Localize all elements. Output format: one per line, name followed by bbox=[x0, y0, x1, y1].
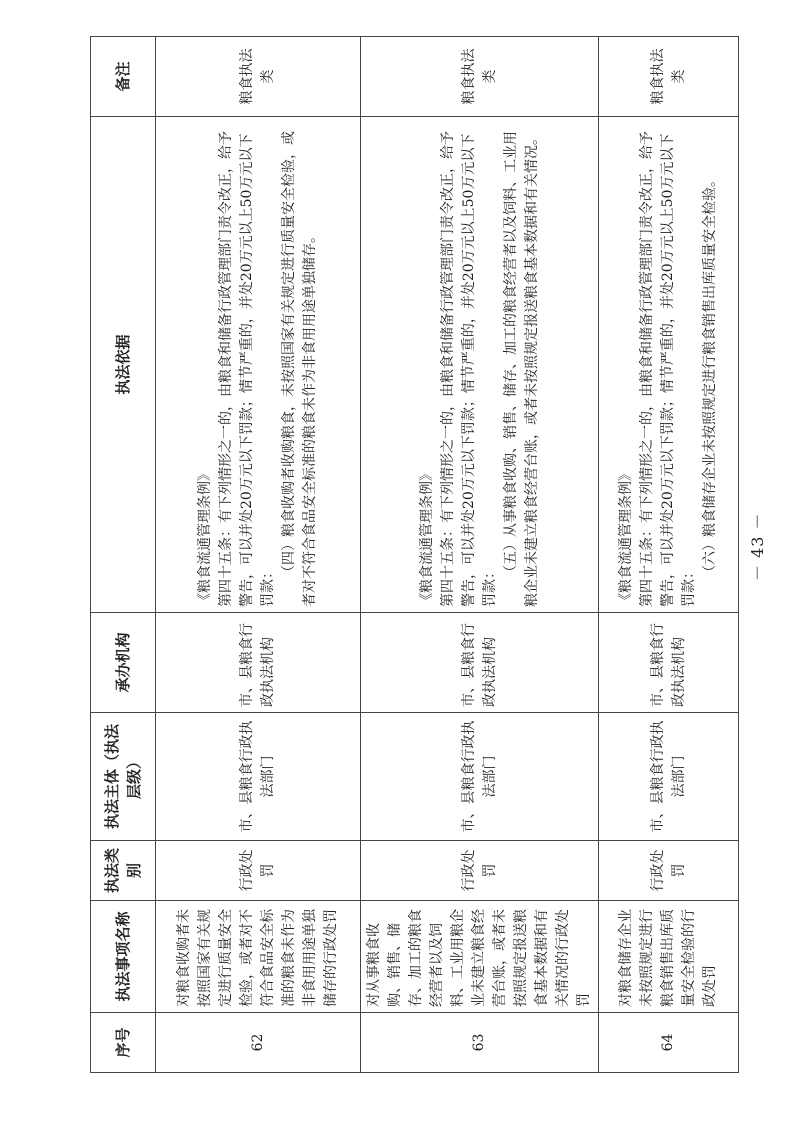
header-item: 执法事项名称 bbox=[91, 901, 156, 1013]
page-number: － 43 － bbox=[748, 512, 767, 581]
basis-line: 《粮食流通管理条例》 bbox=[197, 467, 213, 607]
table-row bbox=[599, 37, 739, 1073]
basis-line: 《粮食流通管理条例》 bbox=[418, 467, 435, 607]
cell-note: 粮食执法类 bbox=[156, 37, 361, 117]
basis-line: （六）粮食储存企业未按照规定进行粮食销售出库质量安全检验。 bbox=[702, 173, 718, 579]
cell-category: 行政处罚 bbox=[361, 841, 599, 901]
header-no: 序号 bbox=[91, 1013, 156, 1073]
basis-line: 第四十五条：有下列情形之一的，由粮食和储备行政管理部门责令改正，给予警告，可以并处20万元以下罚款；情节严重的，并处20万元以上50万元以下罚款： bbox=[218, 131, 276, 607]
cell-item: 对粮食收购者未按照国家有关规定进行质量安全检验，或者对不符合食品安全标准的粮食未作为非食用用途单独储存的行政处罚 bbox=[156, 901, 361, 1013]
header-agency: 承办机构 bbox=[91, 613, 156, 713]
cell-basis bbox=[361, 117, 599, 613]
cell-basis bbox=[599, 117, 739, 613]
cell-category: 行政处罚 bbox=[599, 841, 739, 901]
cell-no: 63 bbox=[361, 1013, 599, 1073]
basis-line: 第四十五条：有下列情形之一的，由粮食和储备行政管理部门责令改正，给予警告，可以并处20万元以下罚款；情节严重的，并处20万元以上50万元以下罚款： bbox=[639, 131, 697, 607]
cell-subject: 市、县粮食行政执法部门 bbox=[361, 713, 599, 841]
basis-line: （五）从事粮食收购、销售、储存、加工的粮食经营者以及饲料、工业用粮企业未建立粮食经营台账，或者未按照规定报送粮食基本数据和有关情况。 bbox=[502, 131, 540, 607]
cell-note: 粮食执法类 bbox=[599, 37, 739, 117]
header-subject: 执法主体（执法层级） bbox=[91, 713, 156, 841]
cell-item: 对粮食储存企业未按照规定进行粮食销售出库质量安全检验的行政处罚 bbox=[599, 901, 739, 1013]
table-row bbox=[361, 37, 599, 1073]
table-header-row bbox=[91, 37, 156, 1073]
cell-item: 对从事粮食收购、销售、储存、加工的粮食经营者以及饲料、工业用粮企业未建立粮食经营台账，或者未按照规定报送粮食基本数据和有关情况的行政处罚 bbox=[361, 901, 599, 1013]
cell-agency: 市、县粮食行政执法机构 bbox=[361, 613, 599, 713]
cell-basis bbox=[156, 117, 361, 613]
header-basis: 执法依据 bbox=[91, 117, 156, 613]
cell-no: 64 bbox=[599, 1013, 739, 1073]
cell-agency: 市、县粮食行政执法机构 bbox=[599, 613, 739, 713]
basis-line: 第四十五条：有下列情形之一的，由粮食和储备行政管理部门责令改正，给予警告，可以并处20万元以下罚款；情节严重的，并处20万元以上50万元以下罚款： bbox=[439, 131, 498, 607]
cell-no: 62 bbox=[156, 1013, 361, 1073]
header-note: 备注 bbox=[91, 37, 156, 117]
cell-subject: 市、县粮食行政执法部门 bbox=[156, 713, 361, 841]
cell-agency: 市、县粮食行政执法机构 bbox=[156, 613, 361, 713]
cell-note: 粮食执法类 bbox=[361, 37, 599, 117]
cell-category: 行政处罚 bbox=[156, 841, 361, 901]
cell-subject: 市、县粮食行政执法部门 bbox=[599, 713, 739, 841]
enforcement-table bbox=[90, 36, 739, 1073]
table-row bbox=[156, 37, 361, 1073]
basis-line: 《粮食流通管理条例》 bbox=[618, 467, 634, 607]
basis-line: （四）粮食收购者收购粮食，未按照国家有关规定进行质量安全检验，或者对不符合食品安全标准的粮食未作为非食用用途单独储存。 bbox=[281, 131, 318, 607]
header-category: 执法类别 bbox=[91, 841, 156, 901]
